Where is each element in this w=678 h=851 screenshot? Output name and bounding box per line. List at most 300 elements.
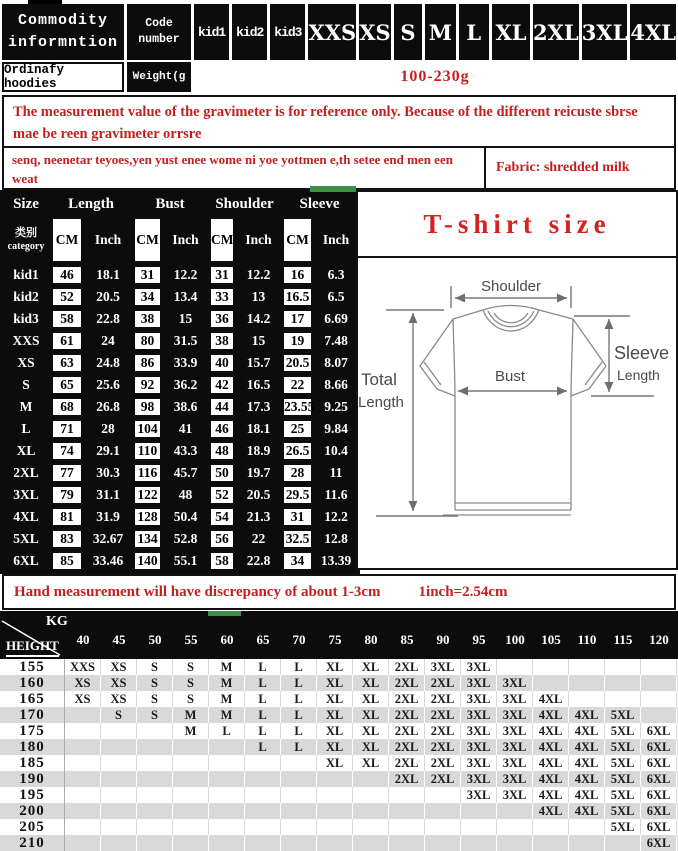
- recommended-size-cell: [173, 819, 209, 835]
- recommended-size-cell: [569, 659, 605, 675]
- recommended-size-cell: [605, 675, 641, 691]
- recommended-size-cell: M: [209, 659, 245, 675]
- recommended-size-cell: 4XL: [533, 771, 569, 787]
- cm-header: CM: [281, 216, 314, 264]
- inch-value: 12.2: [246, 267, 271, 282]
- size-name: 3XL: [13, 487, 39, 502]
- recommended-size-cell: [245, 787, 281, 803]
- recommended-size-cell: [101, 755, 137, 771]
- recommended-size-cell: M: [173, 723, 209, 739]
- recommended-size-cell: [389, 819, 425, 835]
- weight-header-45: 45: [112, 632, 126, 647]
- height-row-185: [0, 755, 678, 771]
- recommended-size-cell: 2XL: [389, 771, 425, 787]
- hand-note-text: Hand measurement will have discrepancy of about 1-3cm: [14, 583, 381, 600]
- inch-value: 43.3: [173, 443, 198, 458]
- height-row-200: [0, 803, 678, 819]
- total-length-label-1: Total: [361, 370, 397, 389]
- recommended-size-cell: 5XL: [605, 819, 641, 835]
- recommended-size-cell: [137, 787, 173, 803]
- recommended-size-cell: 4XL: [533, 691, 569, 707]
- recommended-size-cell: [353, 819, 389, 835]
- recommended-size-cell: [461, 819, 497, 835]
- cm-value: 74: [50, 440, 84, 462]
- size-name: 2XL: [13, 465, 39, 480]
- recommended-size-cell: 4XL: [569, 707, 605, 723]
- height-value: 200: [0, 803, 65, 819]
- header-cell-commodity-informntion: Commodity informntion: [2, 4, 124, 60]
- cm-value: 46: [208, 418, 236, 440]
- cm-value: 104: [132, 418, 163, 440]
- recommended-size-cell: [245, 835, 281, 851]
- recommended-size-cell: [101, 803, 137, 819]
- recommended-size-cell: [281, 755, 317, 771]
- header-cell-4xl: 4XL: [630, 4, 676, 60]
- recommended-size-cell: [65, 803, 101, 819]
- recommended-size-cell: [245, 803, 281, 819]
- recommended-size-cell: [353, 787, 389, 803]
- cm-value: 83: [50, 528, 84, 550]
- recommended-size-cell: XL: [353, 739, 389, 755]
- height-value: 195: [0, 787, 65, 803]
- recommended-size-cell: 2XL: [389, 723, 425, 739]
- recommended-size-cell: 5XL: [605, 787, 641, 803]
- product-name: Ordinafy hoodies: [2, 62, 124, 92]
- recommended-size-cell: [569, 819, 605, 835]
- inch-header: Inch: [245, 232, 272, 247]
- recommended-size-cell: 3XL: [497, 771, 533, 787]
- recommended-size-cell: L: [281, 691, 317, 707]
- top-header-row2: [2, 62, 676, 92]
- recommended-size-cell: [173, 835, 209, 851]
- recommended-size-cell: 4XL: [533, 787, 569, 803]
- size-table-row-xxs: [2, 330, 358, 352]
- recommended-size-cell: [209, 787, 245, 803]
- weight-header-115: 115: [613, 632, 633, 647]
- inch-value: 19.7: [246, 465, 271, 480]
- height-row-175: [0, 723, 678, 739]
- weight-header-50: 50: [148, 632, 162, 647]
- recommended-size-cell: L: [209, 723, 245, 739]
- recommended-size-cell: L: [281, 659, 317, 675]
- recommended-size-cell: [317, 771, 353, 787]
- recommended-size-cell: L: [245, 707, 281, 723]
- size-table-row-4xl: [2, 506, 358, 528]
- recommended-size-cell: 4XL: [533, 739, 569, 755]
- recommended-size-cell: [317, 835, 353, 851]
- weight-header-80: 80: [364, 632, 378, 647]
- recommended-size-cell: [137, 835, 173, 851]
- size-name: XXS: [12, 333, 40, 348]
- green-bar-artifact-2: [208, 611, 241, 616]
- size-measurement-table: [0, 190, 360, 574]
- cm-value: 50: [208, 462, 236, 484]
- recommended-size-cell: [173, 787, 209, 803]
- recommended-size-cell: [461, 835, 497, 851]
- second-notice-row: [2, 148, 676, 190]
- cm-value: 58: [50, 308, 84, 330]
- recommended-size-cell: XL: [317, 755, 353, 771]
- inch-value: 55.1: [173, 553, 198, 568]
- height-row-155: [0, 659, 678, 675]
- recommended-size-cell: [281, 835, 317, 851]
- cm-value: 36: [208, 308, 236, 330]
- cm-value: 31: [208, 264, 236, 286]
- recommended-size-cell: 3XL: [461, 755, 497, 771]
- inch-header: Inch: [172, 232, 199, 247]
- inch-value: 18.1: [96, 267, 120, 282]
- recommended-size-cell: M: [209, 675, 245, 691]
- recommended-size-cell: [497, 803, 533, 819]
- recommended-size-cell: [173, 755, 209, 771]
- recommended-size-cell: 5XL: [605, 803, 641, 819]
- recommended-size-cell: 3XL: [461, 675, 497, 691]
- cm-value: 61: [50, 330, 84, 352]
- inch-value: 18.9: [246, 443, 271, 458]
- recommended-size-cell: [281, 819, 317, 835]
- recommended-size-cell: 5XL: [605, 755, 641, 771]
- cm-value: 28: [281, 462, 314, 484]
- header-cell-kid2: kid2: [232, 4, 267, 60]
- recommended-size-cell: XXS: [65, 659, 101, 675]
- inch-value: 12.8: [324, 531, 348, 546]
- cm-value: 33: [208, 286, 236, 308]
- recommended-size-cell: [137, 723, 173, 739]
- recommended-size-cell: L: [245, 723, 281, 739]
- height-row-205: [0, 819, 678, 835]
- inch-value: 24.8: [96, 355, 120, 370]
- recommended-size-cell: 4XL: [533, 803, 569, 819]
- size-name: kid2: [13, 289, 39, 304]
- height-value: 160: [0, 675, 65, 691]
- recommended-size-cell: 4XL: [569, 787, 605, 803]
- inch-value: 31.5: [173, 333, 198, 348]
- recommended-size-cell: S: [173, 659, 209, 675]
- weight-header-100: 100: [505, 632, 525, 647]
- recommended-size-cell: [101, 819, 137, 835]
- recommended-size-cell: 3XL: [497, 755, 533, 771]
- inch-header: Inch: [322, 232, 350, 247]
- height-row-195: [0, 787, 678, 803]
- inch-value: 9.84: [324, 421, 348, 436]
- recommended-size-cell: 2XL: [425, 755, 461, 771]
- recommended-size-cell: 2XL: [425, 707, 461, 723]
- cm-value: 31: [132, 264, 163, 286]
- recommended-size-cell: 2XL: [425, 723, 461, 739]
- size-table-row-5xl: [2, 528, 358, 550]
- recommended-size-cell: [137, 803, 173, 819]
- recommended-size-cell: [497, 819, 533, 835]
- recommended-size-cell: 3XL: [461, 659, 497, 675]
- green-bar-artifact: [310, 186, 356, 192]
- height-value: 155: [0, 659, 65, 675]
- recommended-size-cell: 6XL: [641, 835, 677, 851]
- recommended-size-cell: [209, 803, 245, 819]
- recommended-size-cell: 3XL: [461, 787, 497, 803]
- recommended-size-cell: 2XL: [389, 739, 425, 755]
- inch-value: 18.1: [246, 421, 271, 436]
- cm-value: 16.5: [281, 286, 314, 308]
- size-name: kid1: [13, 267, 39, 282]
- inch-value: 29.1: [96, 443, 120, 458]
- inch-value: 50.4: [173, 509, 198, 524]
- height-value: 205: [0, 819, 65, 835]
- inch-value: 17.3: [246, 399, 271, 414]
- size-table-group-sleeve: Sleeve: [299, 195, 340, 212]
- recommended-size-cell: S: [137, 707, 173, 723]
- height-label-header: HEIGHT: [6, 638, 59, 657]
- cm-value: 134: [132, 528, 163, 550]
- recommended-size-cell: 3XL: [461, 707, 497, 723]
- inch-value: 6.69: [324, 311, 348, 326]
- size-table-row-xs: [2, 352, 358, 374]
- recommended-size-cell: XL: [317, 659, 353, 675]
- cm-value: 98: [132, 396, 163, 418]
- size-table-row-kid3: [2, 308, 358, 330]
- recommended-size-cell: [461, 803, 497, 819]
- recommended-size-cell: [65, 771, 101, 787]
- cm-value: 140: [132, 550, 163, 572]
- cm-value: 77: [50, 462, 84, 484]
- recommended-size-cell: 6XL: [641, 739, 677, 755]
- recommended-size-cell: 2XL: [389, 691, 425, 707]
- tshirt-size-title: T-shirt size: [356, 190, 678, 258]
- shoulder-label: Shoulder: [480, 278, 542, 295]
- height-row-190: [0, 771, 678, 787]
- recommended-size-cell: 4XL: [569, 739, 605, 755]
- recommended-size-cell: [281, 803, 317, 819]
- header-cell-l: L: [459, 4, 489, 60]
- recommended-size-cell: [353, 803, 389, 819]
- recommended-size-cell: XL: [317, 723, 353, 739]
- recommended-size-cell: [569, 675, 605, 691]
- recommended-size-cell: 4XL: [533, 755, 569, 771]
- recommended-size-cell: L: [245, 659, 281, 675]
- recommended-size-cell: [425, 835, 461, 851]
- recommended-size-cell: [641, 691, 677, 707]
- recommended-size-cell: [533, 675, 569, 691]
- recommended-size-cell: [65, 755, 101, 771]
- recommended-size-cell: [605, 659, 641, 675]
- cm-header: CM: [50, 216, 84, 264]
- inch-value: 6.3: [327, 267, 345, 282]
- recommended-size-cell: 3XL: [461, 691, 497, 707]
- recommended-size-cell: [641, 707, 677, 723]
- recommended-size-cell: [389, 835, 425, 851]
- recommended-size-cell: [173, 803, 209, 819]
- recommended-size-cell: [173, 771, 209, 787]
- recommended-size-cell: 5XL: [605, 723, 641, 739]
- recommended-size-cell: M: [209, 691, 245, 707]
- height-row-210: [0, 835, 678, 851]
- inch-value: 26.8: [96, 399, 120, 414]
- cm-value: 42: [208, 374, 236, 396]
- cm-value: 116: [132, 462, 163, 484]
- size-name: 4XL: [13, 509, 39, 524]
- height-row-170: [0, 707, 678, 723]
- inch-value: 21.3: [246, 509, 271, 524]
- inch-value: 8.07: [324, 355, 348, 370]
- recommended-size-cell: M: [173, 707, 209, 723]
- inch-value: 6.5: [327, 289, 345, 304]
- weight-header-90: 90: [436, 632, 450, 647]
- header-cell-3xl: 3XL: [582, 4, 628, 60]
- recommended-size-cell: 3XL: [497, 675, 533, 691]
- recommended-size-cell: [101, 771, 137, 787]
- recommended-size-cell: 3XL: [461, 723, 497, 739]
- recommended-size-cell: [209, 771, 245, 787]
- weight-header-105: 105: [541, 632, 561, 647]
- weight-header-85: 85: [400, 632, 414, 647]
- weight-header-95: 95: [472, 632, 486, 647]
- recommended-size-cell: [173, 739, 209, 755]
- recommended-size-cell: 6XL: [641, 755, 677, 771]
- inch-value: 7.48: [324, 333, 348, 348]
- recommended-size-cell: [425, 803, 461, 819]
- weight-header-55: 55: [184, 632, 198, 647]
- recommended-size-cell: 4XL: [569, 771, 605, 787]
- inch-value: 30.3: [96, 465, 120, 480]
- recommended-size-cell: S: [137, 659, 173, 675]
- inch-value: 22.8: [246, 553, 271, 568]
- recommended-size-cell: S: [137, 691, 173, 707]
- cm-value: 26.5: [281, 440, 314, 462]
- inch-value: 12.2: [324, 509, 348, 524]
- recommended-size-cell: S: [173, 691, 209, 707]
- recommended-size-cell: [389, 803, 425, 819]
- cm-value: 16: [281, 264, 314, 286]
- size-table-row-l: [2, 418, 358, 440]
- inch-value: 16.5: [246, 377, 271, 392]
- header-cell-code-number: Code number: [127, 4, 191, 60]
- tshirt-outline: [420, 306, 606, 516]
- cm-value: 44: [208, 396, 236, 418]
- cm-value: 110: [132, 440, 163, 462]
- recommended-size-cell: 2XL: [389, 675, 425, 691]
- inch-value: 15: [178, 311, 193, 326]
- recommended-size-cell: XL: [353, 691, 389, 707]
- recommended-size-cell: [101, 787, 137, 803]
- size-table-group-length: Length: [68, 195, 114, 212]
- recommended-size-cell: [137, 819, 173, 835]
- height-row-160: [0, 675, 678, 691]
- recommended-size-cell: XL: [317, 707, 353, 723]
- recommended-size-cell: [533, 659, 569, 675]
- cm-header: CM: [132, 216, 163, 264]
- recommended-size-cell: [353, 835, 389, 851]
- inch-value: 11: [329, 465, 343, 480]
- cm-value: 68: [50, 396, 84, 418]
- size-name: S: [22, 377, 30, 392]
- recommended-size-cell: [137, 771, 173, 787]
- inch-value: 22.8: [96, 311, 120, 326]
- bust-label: Bust: [494, 368, 526, 385]
- cm-value: 52: [50, 286, 84, 308]
- recommended-size-cell: 3XL: [497, 739, 533, 755]
- cm-value: 48: [208, 440, 236, 462]
- inch-value: 13.4: [173, 289, 198, 304]
- recommended-size-cell: 6XL: [641, 723, 677, 739]
- total-length-label-2: Length: [358, 394, 404, 411]
- sleeve-label-2: Length: [617, 367, 660, 383]
- recommended-size-cell: 2XL: [389, 755, 425, 771]
- height-value: 190: [0, 771, 65, 787]
- gravimeter-notice: The measurement value of the gravimeter is for reference only. Because of the different reicuste sbrse mae be reen gravimeter orrsre: [2, 95, 676, 148]
- cm-value: 46: [50, 264, 84, 286]
- recommended-size-cell: [245, 755, 281, 771]
- garbled-notice: senq, neenetar teyoes,yen yust enee wome ni yoe yottmen e,th setee end men een weat: [12, 152, 453, 186]
- inch-header: Inch: [94, 232, 122, 247]
- recommended-size-cell: L: [281, 723, 317, 739]
- size-table-row-m: [2, 396, 358, 418]
- size-table-row-s: [2, 374, 358, 396]
- recommended-size-cell: [569, 691, 605, 707]
- inch-value: 24: [101, 333, 115, 348]
- inch-value: 10.4: [324, 443, 348, 458]
- cm-value: 56: [208, 528, 236, 550]
- cm-value: 34: [281, 550, 314, 572]
- recommended-size-cell: [425, 787, 461, 803]
- recommended-size-cell: S: [173, 675, 209, 691]
- recommended-size-cell: [605, 835, 641, 851]
- cm-value: 71: [50, 418, 84, 440]
- tshirt-diagram-panel: [356, 256, 678, 570]
- cm-header: CM: [208, 216, 236, 264]
- size-table-row-kid2: [2, 286, 358, 308]
- recommended-size-cell: XL: [353, 707, 389, 723]
- header-cell-xxs: XXS: [308, 4, 356, 60]
- header-cell-kid3: kid3: [270, 4, 305, 60]
- recommended-size-cell: 3XL: [497, 787, 533, 803]
- height-value: 175: [0, 723, 65, 739]
- cm-value: 54: [208, 506, 236, 528]
- size-name: 5XL: [13, 531, 39, 546]
- recommended-size-cell: [245, 771, 281, 787]
- recommended-size-cell: 3XL: [461, 771, 497, 787]
- recommended-size-cell: XL: [353, 723, 389, 739]
- recommended-size-cell: L: [245, 691, 281, 707]
- header-cell-xs: XS: [359, 4, 390, 60]
- height-value: 165: [0, 691, 65, 707]
- recommended-size-cell: 2XL: [389, 659, 425, 675]
- header-cell-m: M: [425, 4, 455, 60]
- recommended-size-cell: [65, 723, 101, 739]
- inch-value: 48: [178, 487, 193, 502]
- inch-value: 14.2: [246, 311, 271, 326]
- cm-value: 80: [132, 330, 163, 352]
- recommended-size-cell: XS: [101, 659, 137, 675]
- inch-value: 20.5: [96, 289, 120, 304]
- weight-header-40: 40: [76, 632, 90, 647]
- height-value: 210: [0, 835, 65, 851]
- recommended-size-cell: [281, 771, 317, 787]
- recommended-size-cell: XS: [101, 675, 137, 691]
- recommended-size-cell: [209, 835, 245, 851]
- recommended-size-cell: [101, 723, 137, 739]
- recommended-size-cell: [209, 755, 245, 771]
- height-value: 185: [0, 755, 65, 771]
- top-header-row: [2, 4, 676, 60]
- recommended-size-cell: [317, 803, 353, 819]
- recommended-size-cell: XL: [317, 739, 353, 755]
- recommended-size-cell: 2XL: [389, 707, 425, 723]
- size-table-group-size: Size: [13, 195, 39, 212]
- cm-value: 20.5: [281, 352, 314, 374]
- recommended-size-cell: 6XL: [641, 819, 677, 835]
- cm-value: 38: [132, 308, 163, 330]
- recommended-size-cell: 3XL: [497, 707, 533, 723]
- recommended-size-cell: L: [281, 739, 317, 755]
